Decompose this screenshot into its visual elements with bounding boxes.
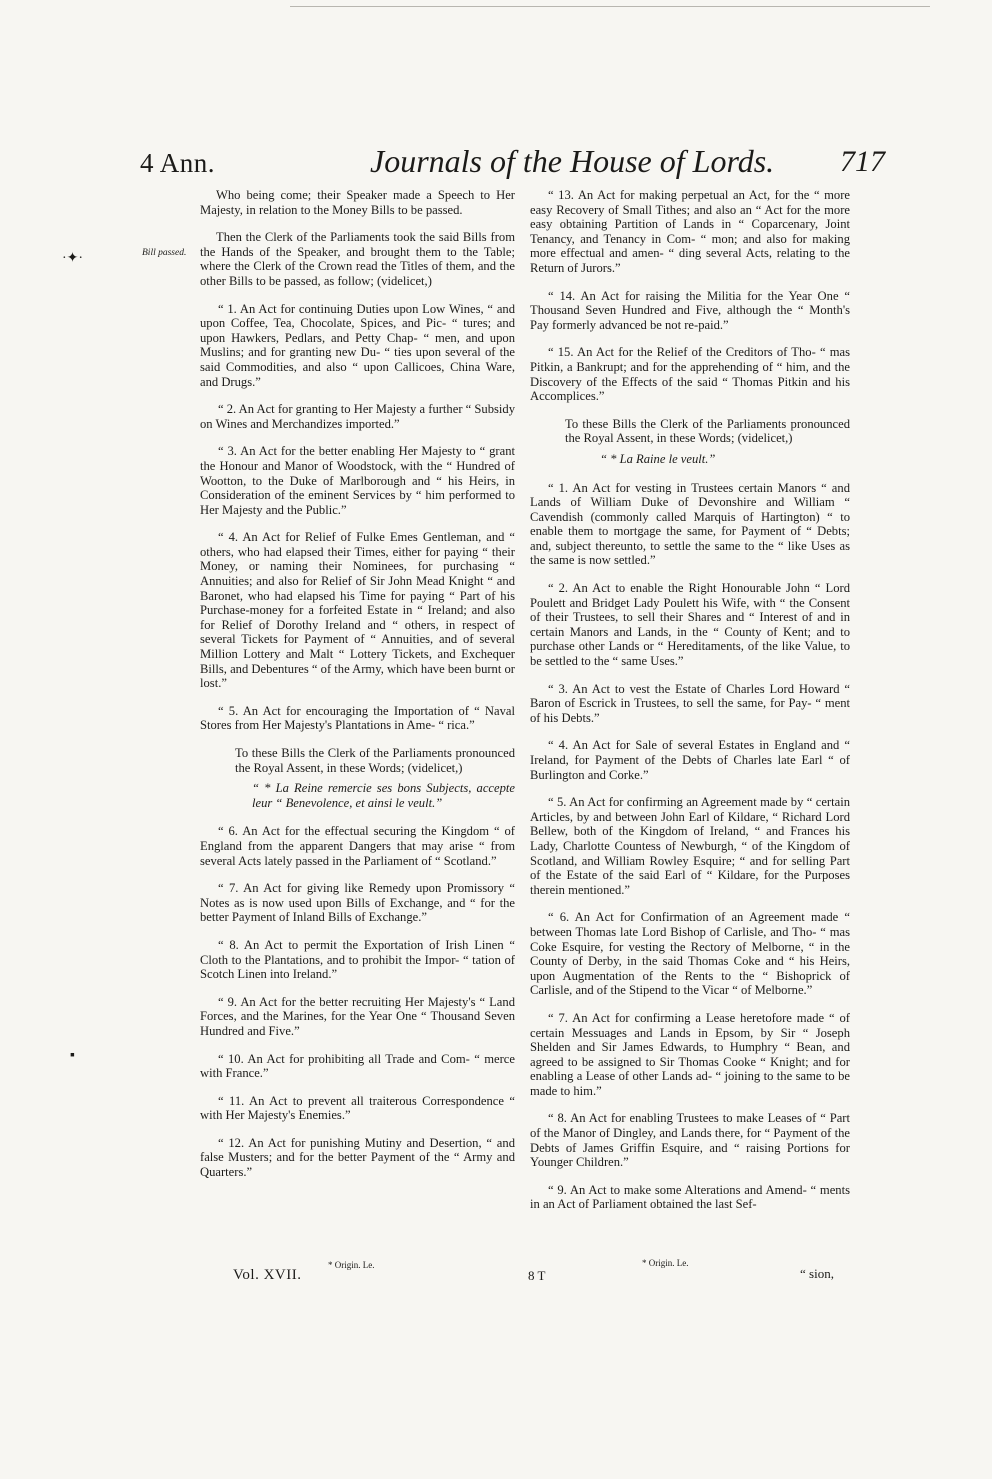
signature-mark: 8 T xyxy=(528,1268,546,1283)
private-bill-7: “ 7. An Act for confirming a Lease heretofore made “ of certain Messuages and Lands in Epsom, by Sir “ Joseph Shelden and Sir James Edwards, to Humphry “ Bean, and agreed to be assigned to Sir Thomas Cooke “ Knight; and for enabling a Lease of other Lands ad- “ joining to the same to be made to him.” xyxy=(530,1010,850,1098)
bill-8: “ 8. An Act to permit the Exportation of Irish Linen “ Cloth to the Plantations, and to prohibit the Impor- “ tation of Scotch Linen into Ireland.” xyxy=(200,937,515,982)
left-column xyxy=(200,188,515,1193)
bill-7: “ 7. An Act for giving like Remedy upon Promissory “ Notes as is now used upon Bills of Exchange, and “ for the better Payment of Inland Bills of Exchange.” xyxy=(200,881,515,925)
volume-label: Vol. XVII. xyxy=(233,1267,302,1283)
private-bill-8: “ 8. An Act for enabling Trustees to make Leases of “ Part of the Manor of Dingley, and Lands there, for “ Payment of the Debts of James Griffin Esquire, and “ raising Portions for Younger Children.” xyxy=(530,1111,850,1170)
bill-9: “ 9. An Act for the better recruiting Her Majesty's “ Land Forces, and the Marines, for the Year One “ Thousand Seven Hundred and Five.” xyxy=(200,994,515,1038)
bill-4: “ 4. An Act for Relief of Fulke Emes Gentleman, and “ others, who had elapsed their Times, either for paying “ their Money, or naming their Nominees, for purchasing “ Annuities; and also for Relief of Sir John Mead Knight “ and Baronet, who had elapsed his Time for paying “ Part of his Purchase-money for a forfeited Estate in “ Ireland; and also for Relief of Dorothy Ireland and “ others, in respect of several Tickets for Payment of “ Annuities, and of several Million Lottery and Malt “ Lottery Tickets, and Exchequer Bills, and Debentures “ of the Army, which have been burnt or lost.” xyxy=(200,530,515,691)
footnote-left: * Origin. Le. xyxy=(328,1260,375,1270)
private-bill-5: “ 5. An Act for confirming an Agreement made by “ certain Articles, by and between John Earl of Kildare, “ Richard Lord Bellew, both of the Kingdom of Ireland, “ and Frances his Lady, Charlotte Countess of Newburgh, “ of the Kingdom of Scotland, and William Rowley Esquire; “ and for selling Part of the Estate of the said Earl of “ Kildare, for the Purposes therein mentioned.” xyxy=(530,795,850,897)
regnal-year: 4 Ann. xyxy=(140,148,216,178)
private-bill-4: “ 4. An Act for Sale of several Estates in England and “ Ireland, for Payment of the Debts of Charles late Earl “ of Burlington and Corke.” xyxy=(530,738,850,782)
bill-6: “ 6. An Act for the effectual securing the Kingdom “ of England from the apparent Dangers that may arise “ from several Acts lately passed in the Parliament of “ Scotland.” xyxy=(200,824,515,868)
bill-13: “ 13. An Act for making perpetual an Act, for the “ more easy Recovery of Small Tithes; and also an “ Act for the more easy obtaining Partition of Lands in “ Coparcenary, Joint Tenancy, and Tenancy in Com- “ mon; and also for making more effectual and amen- “ ding several Acts, relating to the Return of Jurors.” xyxy=(530,188,850,275)
bill-1: “ 1. An Act for continuing Duties upon Low Wines, “ and upon Coffee, Tea, Chocolate, Spices, and Pic- “ tures; and upon Hawkers, Pedlars, and Petty Chap- “ men, and upon Muslins; and for granting new Du- “ ties upon several of the said Commodities, and also “ upon Callicoes, China Ware, and Drugs.” xyxy=(200,301,515,389)
right-column xyxy=(530,188,850,1225)
private-bill-9: “ 9. An Act to make some Alterations and Amend- “ ments in an Act of Parliament obtained the last Sef- xyxy=(530,1182,850,1212)
bill-3: “ 3. An Act for the better enabling Her Majesty to “ grant the Honour and Manor of Woodstock, with the “ Hundred of Wootton, to the Duke of Marlborough and “ his Heirs, in Consideration of the eminent Services by “ him performed to Her Majesty and the Public.” xyxy=(200,444,515,517)
catchword: “ sion, xyxy=(800,1266,834,1281)
bill-15: “ 15. An Act for the Relief of the Creditors of Tho- “ mas Pitkin, a Bankrupt; and for the apprehending of “ him, and the Discovery of the Effects of the said “ Thomas Pitkin and his Accomplices.” xyxy=(530,345,850,404)
footnote-right: * Origin. Le. xyxy=(642,1258,689,1268)
private-bill-2: “ 2. An Act to enable the Right Honourable John “ Lord Poulett and Bridget Lady Poulett his Wife, with “ the Consent of their Trustees, to sell their Shares and “ Interest of and in certain Manors and Lands, in the “ County of Kent; and to purchase other Lands or “ Hereditaments, of the like Value, to be settled to the “ same Uses.” xyxy=(530,581,850,669)
royal-assent-words-2: “ * La Raine le veult.” xyxy=(600,451,716,466)
margin-dot: ▪ xyxy=(70,1048,75,1063)
private-bill-3: “ 3. An Act to vest the Estate of Charles Lord Howard “ Baron of Escrick in Trustees, to sell the same, for Pay- “ ment of his Debts.” xyxy=(530,681,850,725)
running-title: Journals of the House of Lords. xyxy=(370,143,775,179)
bill-5: “ 5. An Act for encouraging the Importation of “ Naval Stores from Her Majesty's Plantations in Ame- “ rica.” xyxy=(200,703,515,733)
private-bill-6: “ 6. An Act for Confirmation of an Agreement made “ between Thomas late Lord Bishop of Carlisle, and Tho- “ mas Coke Esquire, for vesting the Rectory of Melborne, “ in the County of Derby, in the said Thomas Coke and “ his Heirs, upon Augmentation of the Rents to the “ Bishoprick of Carlisle, and of the Stipend to the Vicar “ of Melborne.” xyxy=(530,910,850,998)
bill-11: “ 11. An Act to prevent all traiterous Correspondence “ with Her Majesty's Enemies.” xyxy=(200,1093,515,1123)
bill-12: “ 12. An Act for punishing Mutiny and Desertion, “ and false Musters; and for the better Payment of the “ Army and Quarters.” xyxy=(200,1135,515,1180)
royal-assent-words: “ * La Reine remercie ses bons Subjects, accepte leur “ Benevolence, et ainsi le veult.” xyxy=(252,781,515,810)
royal-assent-intro: To these Bills the Clerk of the Parliaments pronounced the Royal Assent, in these Words; (videlicet,) xyxy=(235,746,515,775)
bill-10: “ 10. An Act for prohibiting all Trade and Com- “ merce with France.” xyxy=(200,1051,515,1081)
bill-14: “ 14. An Act for raising the Militia for the Year One “ Thousand Seven Hundred and Five, although the “ Month's Pay formerly advanced be not re-paid.” xyxy=(530,288,850,332)
margin-mark: ·✦· xyxy=(62,251,84,266)
top-rule xyxy=(290,6,930,7)
royal-assent-intro-2: To these Bills the Clerk of the Parliaments pronounced the Royal Assent, in these Words; (videlicet,) xyxy=(565,416,850,446)
page-number: 717 xyxy=(840,145,885,178)
clerk-paragraph: Then the Clerk of the Parliaments took the said Bills from the Hands of the Speaker, and brought them to the Table; where the Clerk of the Crown read the Titles of them, and the other Bills to be passed, as follow; (videlicet,) xyxy=(200,230,515,288)
bill-2: “ 2. An Act for granting to Her Majesty a further “ Subsidy on Wines and Merchandizes imported.” xyxy=(200,402,515,431)
margin-note: Bill passed. xyxy=(142,248,187,258)
speaker-paragraph: Who being come; their Speaker made a Speech to Her Majesty, in relation to the Money Bills to be passed. xyxy=(200,188,515,217)
private-bill-1: “ 1. An Act for vesting in Trustees certain Manors “ and Lands of William Duke of Devonshire and William “ Cavendish (commonly called Marquis of Hartington) “ to enable them to mortgage the same, for Payment of “ Debts; and, subject thereunto, to settle the same to the “ like Uses as the same is now settled.” xyxy=(530,480,850,568)
